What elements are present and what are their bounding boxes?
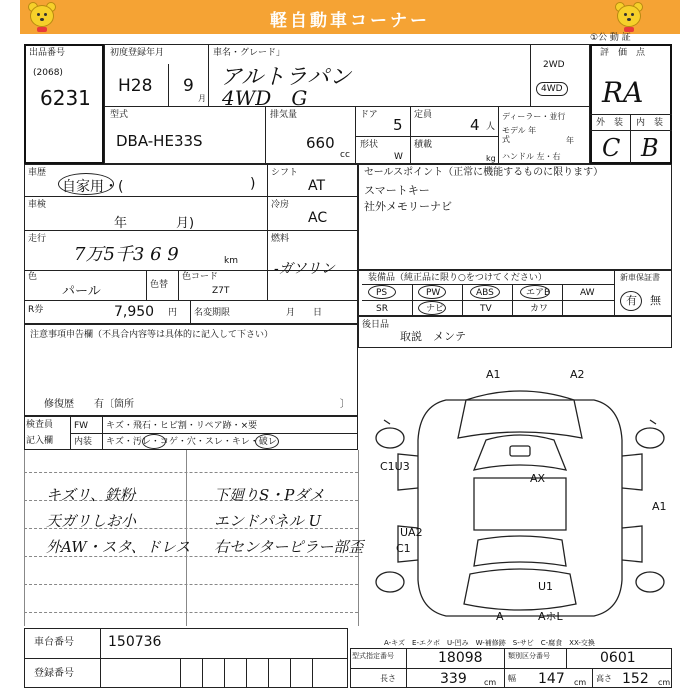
equip-sr: SR xyxy=(376,304,388,314)
equip-tv: TV xyxy=(480,304,492,314)
width-value: 147 xyxy=(538,671,565,687)
interior-score: B xyxy=(641,134,659,162)
note-right: エンドパネル U xyxy=(214,512,322,530)
sales-label: セールスポイント（正常に機能するものに限ります） xyxy=(364,167,604,178)
fuel-value: -ガソリン xyxy=(274,261,335,277)
height-value: 152 xyxy=(622,671,649,687)
equip-leather: カワ xyxy=(530,304,549,314)
damage-mark: AホL xyxy=(538,610,563,623)
private-use-circle xyxy=(58,173,114,195)
grade: 4WD G xyxy=(222,86,308,110)
history-value: 自家用・( xyxy=(62,179,124,195)
sales-item: 社外メモリーナビ xyxy=(364,200,452,213)
era-year: H28 xyxy=(118,76,153,96)
equip-navi: ナビ xyxy=(426,304,445,314)
lot-label: 出品番号 xyxy=(29,48,66,58)
length-value: 339 xyxy=(440,671,467,687)
displacement: 660 xyxy=(306,134,335,152)
car-damage-diagram xyxy=(370,360,680,635)
repair-history: 修復歴 有〔箇所 xyxy=(44,399,134,410)
bear-mascot-icon xyxy=(25,0,59,34)
banner-title: 軽自動車コーナー xyxy=(270,11,430,31)
damage-mark: AX xyxy=(530,472,546,485)
note-left: 天ガリしお小 xyxy=(46,512,137,530)
inspection-interior: キズ・汚レ・コゲ・穴・スレ・キレ・破レ xyxy=(106,437,277,447)
sales-item: スマートキー xyxy=(364,184,430,197)
chassis-number: 150736 xyxy=(108,634,162,650)
shape: W xyxy=(394,152,403,162)
grade-box-label: 評 価 点 xyxy=(600,48,646,58)
model-label: 車名・グレード」 xyxy=(213,48,286,58)
drive-4wd: 4WD xyxy=(536,82,568,96)
lot-number: 6231 xyxy=(40,86,91,110)
recycle-value: 7,950 xyxy=(114,304,155,320)
top-right-note: ①公 動 証 xyxy=(590,33,631,43)
color-value: パール xyxy=(62,284,101,299)
equip-ps: PS xyxy=(376,288,388,298)
note-right: 下廻りS・Pダメ xyxy=(214,486,325,504)
equipment-label: 装備品（純正品に限り○をつけてください） xyxy=(368,273,547,283)
bear-mascot-icon xyxy=(612,0,646,34)
mileage-value: 7万5千3 6 9 xyxy=(74,244,179,265)
equip-airbag: エアB xyxy=(526,288,551,298)
damage-mark: A1 xyxy=(486,368,501,381)
damage-mark: C1 xyxy=(396,542,411,555)
reg-label: 初度登録年月 xyxy=(110,48,165,58)
ac-value: AC xyxy=(308,210,328,226)
sales-box xyxy=(358,164,672,270)
notes-label: 注意事項申告欄（不具合内容等は具体的に記入して下さい） xyxy=(30,330,274,340)
drive-2wd: 2WD xyxy=(543,60,565,70)
shift-value: AT xyxy=(308,178,326,194)
damage-mark: A xyxy=(496,610,504,623)
warranty-circle xyxy=(620,291,642,311)
overall-score: RA xyxy=(602,76,644,109)
type-value: DBA-HE33S xyxy=(116,132,203,150)
capacity: 4 xyxy=(470,116,480,134)
equip-abs: ABS xyxy=(476,288,494,298)
inspection-fw: キズ・飛石・ヒビ割・リペア跡・×要 xyxy=(106,421,258,431)
damage-legend: A-キズ E-エクボ U-凹み W-補修跡 S-サビ C-腐食 XX-交換 xyxy=(384,639,595,647)
note-left: 外AW・スタ、ドレス xyxy=(46,538,191,556)
class-number: 0601 xyxy=(600,650,636,666)
exterior-score: C xyxy=(602,134,621,162)
damage-mark: A1 xyxy=(652,500,667,513)
equip-pw: PW xyxy=(426,288,441,298)
damage-mark: A2 xyxy=(570,368,585,381)
damage-mark: UA2 xyxy=(400,526,423,539)
note-left: キズリ、鉄粉 xyxy=(46,486,135,504)
damage-mark: U1 xyxy=(538,580,554,593)
damage-mark: C1U3 xyxy=(380,460,410,473)
lot-sub: (2068) xyxy=(33,68,63,78)
later-items: 取説 メンテ xyxy=(400,330,466,343)
color-code: Z7T xyxy=(212,286,230,296)
reg-month: 9 xyxy=(183,76,194,96)
note-right: 右センターピラー部歪 xyxy=(214,538,364,556)
model-name: アルトラパン xyxy=(220,65,352,90)
equip-aw: AW xyxy=(580,288,595,298)
designation-number: 18098 xyxy=(438,650,483,666)
doors: 5 xyxy=(393,116,403,134)
